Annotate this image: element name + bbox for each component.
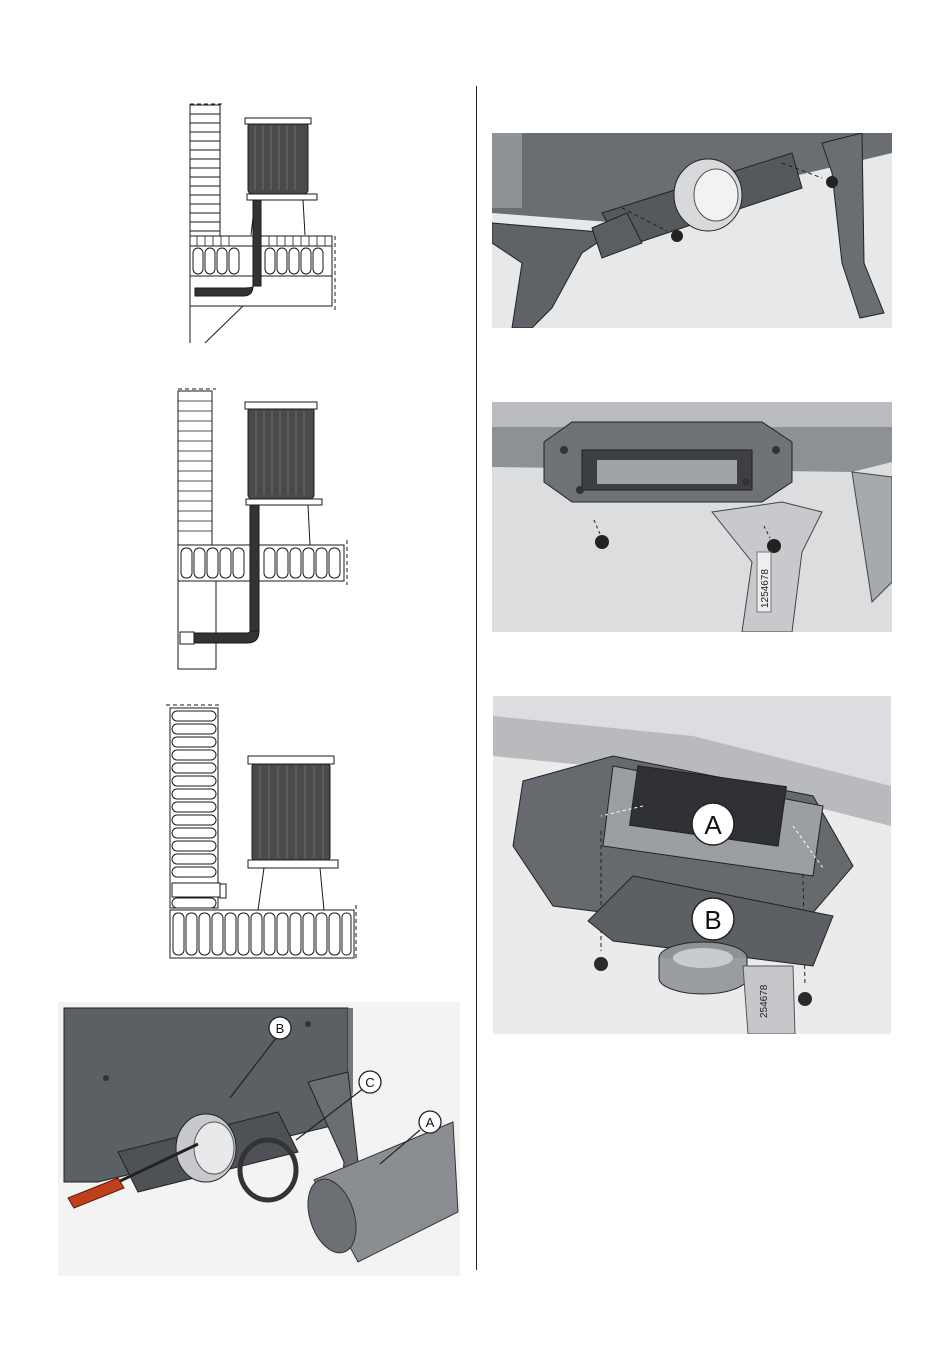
- column-divider: [476, 86, 477, 1270]
- leg-part-number-label: 254678: [759, 984, 770, 1018]
- callout-b: B: [275, 1021, 285, 1036]
- callout-b: B: [704, 905, 722, 935]
- installation-diagram-rear-connection: [160, 700, 360, 962]
- callout-c: C: [365, 1075, 375, 1090]
- installation-diagram-floor-connection: [185, 100, 345, 345]
- callout-a: A: [425, 1115, 435, 1130]
- photo-duct-connection: [58, 1002, 460, 1276]
- installation-diagram-wall-connection: [172, 385, 352, 675]
- photo-rear-flue-collar: [492, 133, 892, 328]
- leg-part-number-label: 1254678: [760, 569, 771, 608]
- photo-bottom-outlet-frame: [492, 402, 892, 632]
- photo-bottom-outlet-assembly: [493, 696, 891, 1034]
- callout-a: A: [704, 810, 722, 840]
